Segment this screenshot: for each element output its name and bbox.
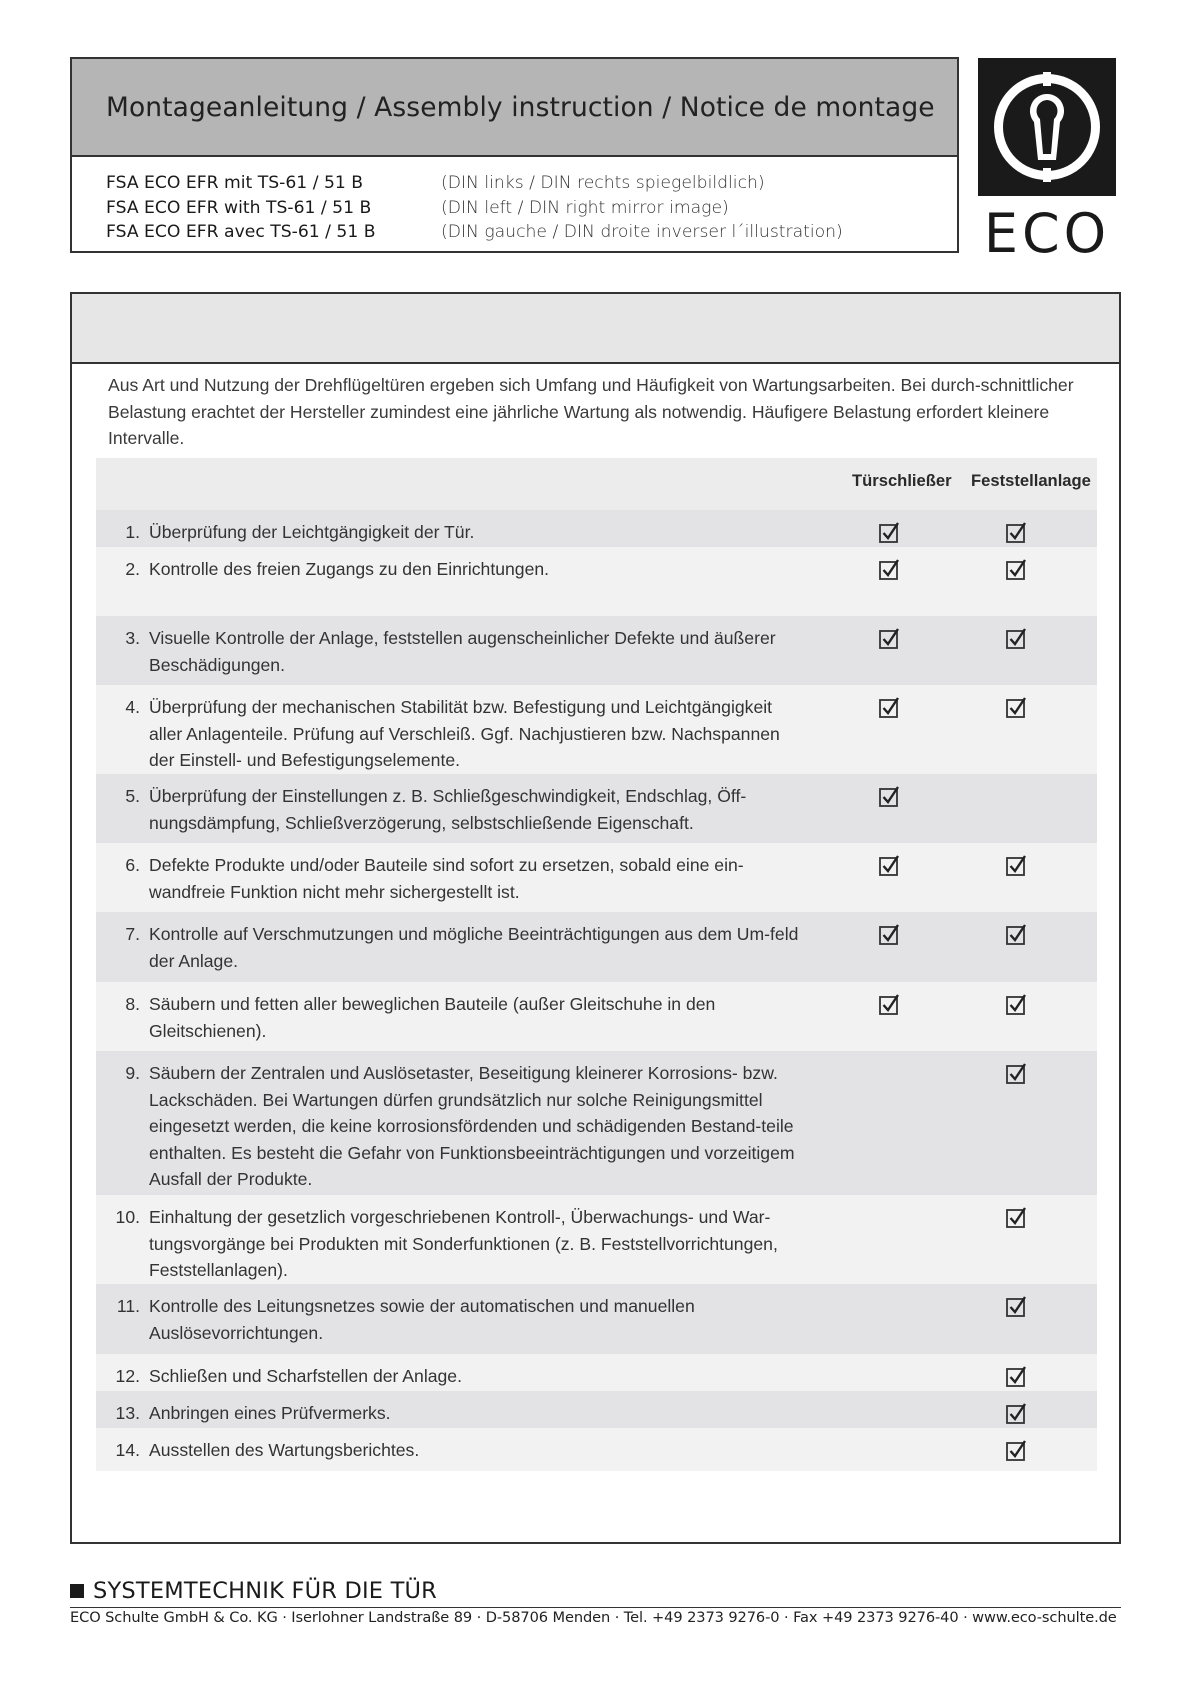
hold-open-checkbox-icon: [1006, 1295, 1028, 1317]
row-text: Visuelle Kontrolle der Anlage, feststellen augenscheinlicher Defekte und äußerer Beschädigungen.: [149, 628, 776, 675]
hold-open-checkbox-icon: [1006, 558, 1028, 580]
row-number: 8.: [125, 994, 140, 1014]
table-row: [96, 1051, 1097, 1195]
table-row: [96, 547, 1097, 616]
row-text: Säubern der Zentralen und Auslösetaster, Beseitigung kleinerer Korrosions- bzw. Lackschäden. Bei Wartungen dürfen grundsätzlich nur solche Reinigungsmittel eingesetzt werden, die keine korrosionsfördenden und schädigenden Bestand-teile enthalten. Es besteht die Gefahr von Funktionsbeeinträchtigungen und vorzeitigem Ausfall der Produkte.: [149, 1063, 795, 1189]
row-text: Überprüfung der mechanischen Stabilität bzw. Befestigung und Leichtgängigkeit aller Anlagenteile. Prüfung auf Verschleiß. Ggf. Nachjustieren bzw. Nachspannen der Einstell- und Befestigungselemente.: [149, 697, 780, 770]
door-closer-checkbox-icon: [879, 923, 901, 945]
door-closer-checkbox-icon: [879, 785, 901, 807]
table-row: [96, 1428, 1097, 1471]
row-number: 13.: [115, 1403, 140, 1423]
row-text: Anbringen eines Prüfvermerks.: [149, 1403, 391, 1423]
hold-open-checkbox-icon: [1006, 1402, 1028, 1424]
door-closer-checkbox-icon: [879, 521, 901, 543]
door-closer-checkbox-icon: [879, 558, 901, 580]
maintenance-table: [96, 458, 1097, 1471]
row-number: 6.: [125, 855, 140, 875]
din-note: (DIN gauche / DIN droite inverser l´illustration): [441, 222, 843, 242]
product-name: FSA ECO EFR with TS-61 / 51 B: [106, 197, 372, 218]
row-number: 4.: [125, 697, 140, 717]
table-row: [96, 1195, 1097, 1284]
door-closer-checkbox-icon: [879, 854, 901, 876]
table-row: [96, 1284, 1097, 1354]
column-header-hold-open: Feststellanlage: [971, 471, 1091, 490]
row-text: Schließen und Scharfstellen der Anlage.: [149, 1366, 462, 1386]
product-line-de: [106, 171, 957, 196]
row-number: 1.: [125, 522, 140, 542]
product-lines: [72, 157, 957, 245]
table-row: [96, 685, 1097, 774]
hold-open-checkbox-icon: [1006, 1365, 1028, 1387]
table-row: [96, 1391, 1097, 1428]
product-name: FSA ECO EFR mit TS-61 / 51 B: [106, 173, 364, 193]
keyhole-icon: [978, 58, 1118, 258]
hold-open-checkbox-icon: [1006, 627, 1028, 649]
row-text: Ausstellen des Wartungsberichtes.: [149, 1440, 420, 1460]
row-number: 7.: [125, 924, 140, 944]
din-note: (DIN left / DIN right mirror image): [441, 197, 729, 218]
square-bullet-icon: [70, 1584, 84, 1598]
product-name: FSA ECO EFR avec TS-61 / 51 B: [106, 222, 376, 242]
hold-open-checkbox-icon: [1006, 993, 1028, 1015]
table-row: [96, 982, 1097, 1051]
row-number: 10.: [115, 1207, 140, 1227]
hold-open-checkbox-icon: [1006, 854, 1028, 876]
hold-open-checkbox-icon: [1006, 1439, 1028, 1461]
product-line-fr: [106, 220, 957, 245]
row-number: 3.: [125, 628, 140, 648]
row-text: Einhaltung der gesetzlich vorgeschriebenen Kontroll-, Überwachungs- und War-tungsvorgänge bei Produkten mit Sonderfunktionen (z. B. Feststellvorrichtungen, Feststellanlagen).: [149, 1207, 778, 1280]
row-text: Kontrolle des Leitungsnetzes sowie der automatischen und manuellen Auslösevorrichtungen.: [149, 1296, 695, 1343]
maintenance-section: [70, 292, 1121, 1544]
table-row: [96, 774, 1097, 843]
hold-open-checkbox-icon: [1006, 1062, 1028, 1084]
slogan-text: SYSTEMTECHNIK FÜR DIE TÜR: [93, 1578, 438, 1604]
document-title: Montageanleitung / Assembly instruction / Notice de montage: [72, 59, 957, 157]
row-text: Kontrolle des freien Zugangs zu den Einrichtungen.: [149, 559, 550, 579]
column-header-door-closer: Türschließer: [852, 471, 952, 490]
table-row: [96, 912, 1097, 982]
company-address: ECO Schulte GmbH & Co. KG · Iserlohner Landstraße 89 · D-58706 Menden · Tel. +49 2373 9276-0 · Fax +49 2373 9276-40 · www.eco-schulte.de: [70, 1609, 1117, 1626]
door-closer-checkbox-icon: [879, 627, 901, 649]
footer-slogan: [70, 1578, 437, 1604]
logo-text: ECO: [983, 202, 1111, 258]
header-box: [70, 57, 959, 253]
row-text: Kontrolle auf Verschmutzungen und mögliche Beeinträchtigungen aus dem Um-feld der Anlage.: [149, 924, 799, 971]
eco-logo: [978, 58, 1118, 258]
table-row: [96, 616, 1097, 685]
door-closer-checkbox-icon: [879, 696, 901, 718]
hold-open-checkbox-icon: [1006, 1206, 1028, 1228]
row-text: Überprüfung der Einstellungen z. B. Schließgeschwindigkeit, Endschlag, Öff-nungsdämpfung, Schließverzögerung, selbstschließende Eigenschaft.: [149, 786, 747, 833]
hold-open-checkbox-icon: [1006, 923, 1028, 945]
row-text: Überprüfung der Leichtgängigkeit der Tür.: [149, 522, 475, 542]
table-row: [96, 510, 1097, 547]
row-text: Säubern und fetten aller beweglichen Bauteile (außer Gleitschuhe in den Gleitschienen).: [149, 994, 716, 1041]
section-header-bar: [72, 294, 1119, 364]
table-body: [96, 510, 1097, 1471]
row-number: 5.: [125, 786, 140, 806]
row-number: 12.: [115, 1366, 140, 1386]
door-closer-checkbox-icon: [879, 993, 901, 1015]
row-number: 14.: [115, 1440, 140, 1460]
table-row: [96, 843, 1097, 912]
hold-open-checkbox-icon: [1006, 696, 1028, 718]
intro-text: Aus Art und Nutzung der Drehflügeltüren ergeben sich Umfang und Häufigkeit von Wartungsarbeiten. Bei durch-schnittlicher Belastung erachtet der Hersteller zumindest eine jährliche Wartung als notwendig. Häufigere Belastung erfordert kleinere Intervalle.: [108, 375, 1074, 448]
row-text: Defekte Produkte und/oder Bauteile sind sofort zu ersetzen, sobald eine ein-wandfreie Funktion nicht mehr sichergestellt ist.: [149, 855, 744, 902]
din-note: (DIN links / DIN rechts spiegelbildlich): [441, 173, 765, 193]
table-row: [96, 1354, 1097, 1391]
row-number: 11.: [116, 1296, 140, 1316]
row-number: 9.: [125, 1063, 140, 1083]
hold-open-checkbox-icon: [1006, 521, 1028, 543]
row-number: 2.: [125, 559, 140, 579]
footer-divider: [70, 1607, 1121, 1608]
table-header: [96, 458, 1097, 510]
product-line-en: [106, 196, 957, 221]
